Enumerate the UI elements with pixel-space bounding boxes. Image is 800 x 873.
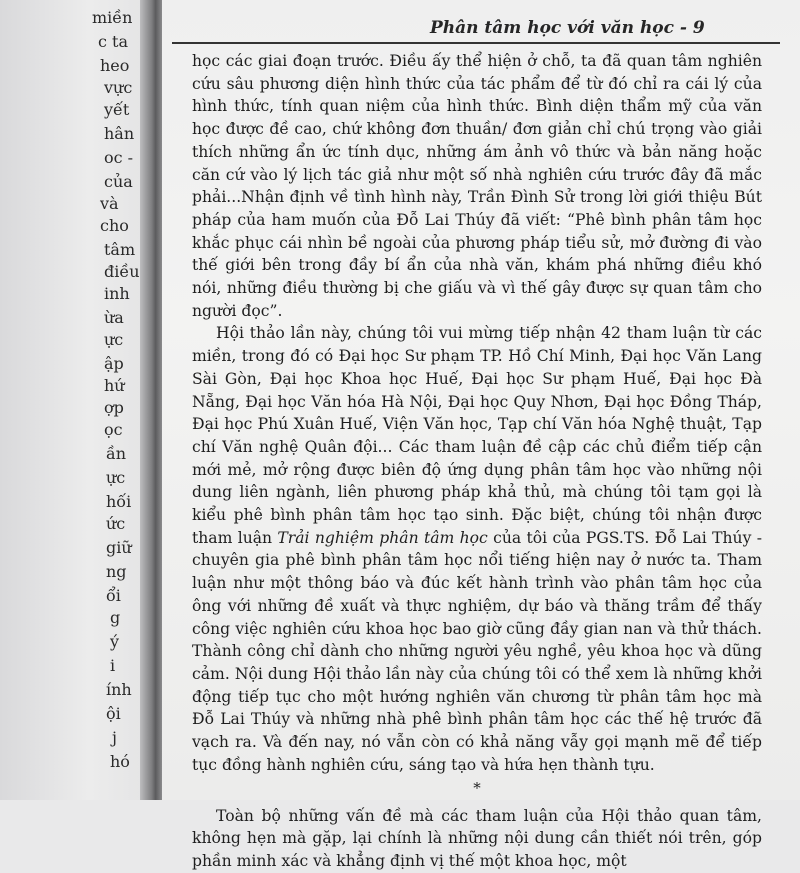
text-run: học các giai đoạn trước. Điều ấy thể hiện ở chỗ, ta đã quan tâm nghiên cứu sâu phương diện hình thức của tác phẩm để từ đó chỉ ra cái lý của hình thức, tính quan niệm của hình thức. Bình diện thẩm mỹ của văn học được đề cao, chứ không đơn thuần/ đơn giản chỉ chú trọng vào giải thích những ẩn ức tính dục, những ám ảnh vô thức và bản năng hoặc căn cứ vào lý lịch tác giả như một số nhà nghiên cứu trước đây đã mắc phải...Nhận định về tình hình này, Trần Đình Sử trong lời giới thiệu Bút pháp của ham muốn của Đỗ Lai Thúy đã viết: “Phê bình phân tâm học khắc phục cái nhìn bề ngoài của phương pháp tiểu sử, mở đường đi vào thế giới bên trong đầy bí ẩn của nhà văn, khám phá những điều khó nói, những điều thường bị che giấu và vì thế gây được sự quan tâm cho người đọc”. (192, 52, 762, 320)
left-page-edge (0, 0, 148, 800)
left-page-fragment: ng (106, 562, 127, 581)
left-page-fragment: ợp (104, 398, 124, 417)
left-page-fragment: yết (104, 100, 130, 119)
left-page-fragment: j (112, 728, 117, 747)
text-run: Toàn bộ những vấn đề mà các tham luận của Hội thảo quan tâm, không hẹn mà gặp, lại chính là những nội dung cần thiết nói trên, góp phần minh xác và khẳng định vị thế một khoa học, một (192, 806, 762, 870)
left-page-fragment: ần (106, 444, 127, 463)
left-page-fragment: tâm (104, 240, 136, 259)
left-page-fragment: ính (106, 680, 132, 699)
left-page-fragment: hó (110, 752, 130, 771)
left-page-fragment: điều (104, 262, 140, 281)
right-page (162, 0, 800, 870)
left-page-fragment: ừa (104, 308, 124, 327)
left-page-fragment: hối (106, 492, 132, 511)
body-text (192, 50, 762, 873)
left-page-fragment: vực (104, 78, 133, 97)
left-page-fragment: và (100, 194, 119, 213)
left-page-fragment: ọc (104, 420, 123, 439)
italic-title: Trải nghiệm phân tâm học (277, 528, 488, 547)
left-page-fragment: ổi (106, 586, 121, 605)
left-page-fragment: của (104, 172, 133, 191)
left-page-fragment: hân (104, 124, 135, 143)
paragraph (192, 50, 762, 322)
left-page-fragment: ức (106, 514, 126, 533)
left-page-fragment: ý (110, 632, 120, 651)
header-rule (172, 42, 780, 44)
left-page-fragment: oc - (104, 148, 134, 167)
left-page-fragment: cho (100, 216, 129, 235)
left-page-fragment: miền (92, 8, 133, 27)
section-separator (192, 777, 762, 799)
left-page-fragment: giữ (106, 538, 132, 557)
left-page-fragment: ội (106, 704, 121, 723)
running-head: Phân tâm học với văn học - 9 (430, 18, 705, 38)
text-run: Hội thảo lần này, chúng tôi vui mừng tiếp nhận 42 tham luận từ các miền, trong đó có Đại học Sư phạm TP. Hồ Chí Minh, Đại học Văn Lang Sài Gòn, Đại học Khoa học Huế, Đại học Sư phạm Huế, Đại học Đà Nẵng, Đại học Văn hóa Hà Nội, Đại học Quy Nhơn, Đại học Đồng Tháp, Đại học Phú Xuân Huế, Viện Văn học, Tạp chí Văn hóa Nghệ thuật, Tạp chí Văn nghệ Quân đội... Các tham luận đề cập các chủ điểm tiếp cận mới mẻ, mở rộng được biên độ ứng dụng phân tâm học vào những nội dung liên ngành, liên phương pháp khả thủ, mà chúng tôi tạm gọi là kiểu phê bình phân tâm học tạo sinh. Đặc biệt, chúng tôi nhận được tham luận (192, 324, 762, 547)
left-page-fragment: hứ (104, 376, 125, 395)
left-page-fragment: inh (104, 284, 130, 303)
left-page-fragment: ập (104, 354, 124, 373)
paragraph (192, 322, 762, 776)
paragraph (192, 805, 762, 873)
left-page-fragment: ực (106, 468, 126, 487)
left-page-fragment: heo (100, 56, 130, 75)
text-run: * (473, 778, 481, 797)
left-page-fragment: ực (104, 330, 124, 349)
left-page-fragment: g (110, 608, 121, 627)
left-page-fragment: c ta (98, 32, 129, 51)
left-page-fragment: i (110, 656, 116, 675)
text-run: của tôi của PGS.TS. Đỗ Lai Thúy - chuyên gia phê bình phân tâm học nổi tiếng hiện nay ở nước ta. Tham luận như một thông báo và đúc kết hành trình vào phân tâm học của ông với những đề xuất và thực nghiệm, dự báo và thăng trầm để thấy công việc nghiên cứu khoa học bao giờ cũng đầy gian nan và thử thách. Thành công chỉ dành cho những người yêu nghề, yêu khoa học và dũng cảm. Nội dung Hội thảo lần này của chúng tôi có thể xem là những khởi động tiếp tục cho một hướng nghiên văn chương từ phân tâm học mà Đỗ Lai Thúy và những nhà phê bình phân tâm học các thế hệ trước đã vạch ra. Và đến nay, nó vẫn còn có khả năng vẫy gọi mạnh mẽ để tiếp tục đồng hành nghiên cứu, sáng tạo và hứa hẹn thành tựu. (192, 528, 762, 774)
